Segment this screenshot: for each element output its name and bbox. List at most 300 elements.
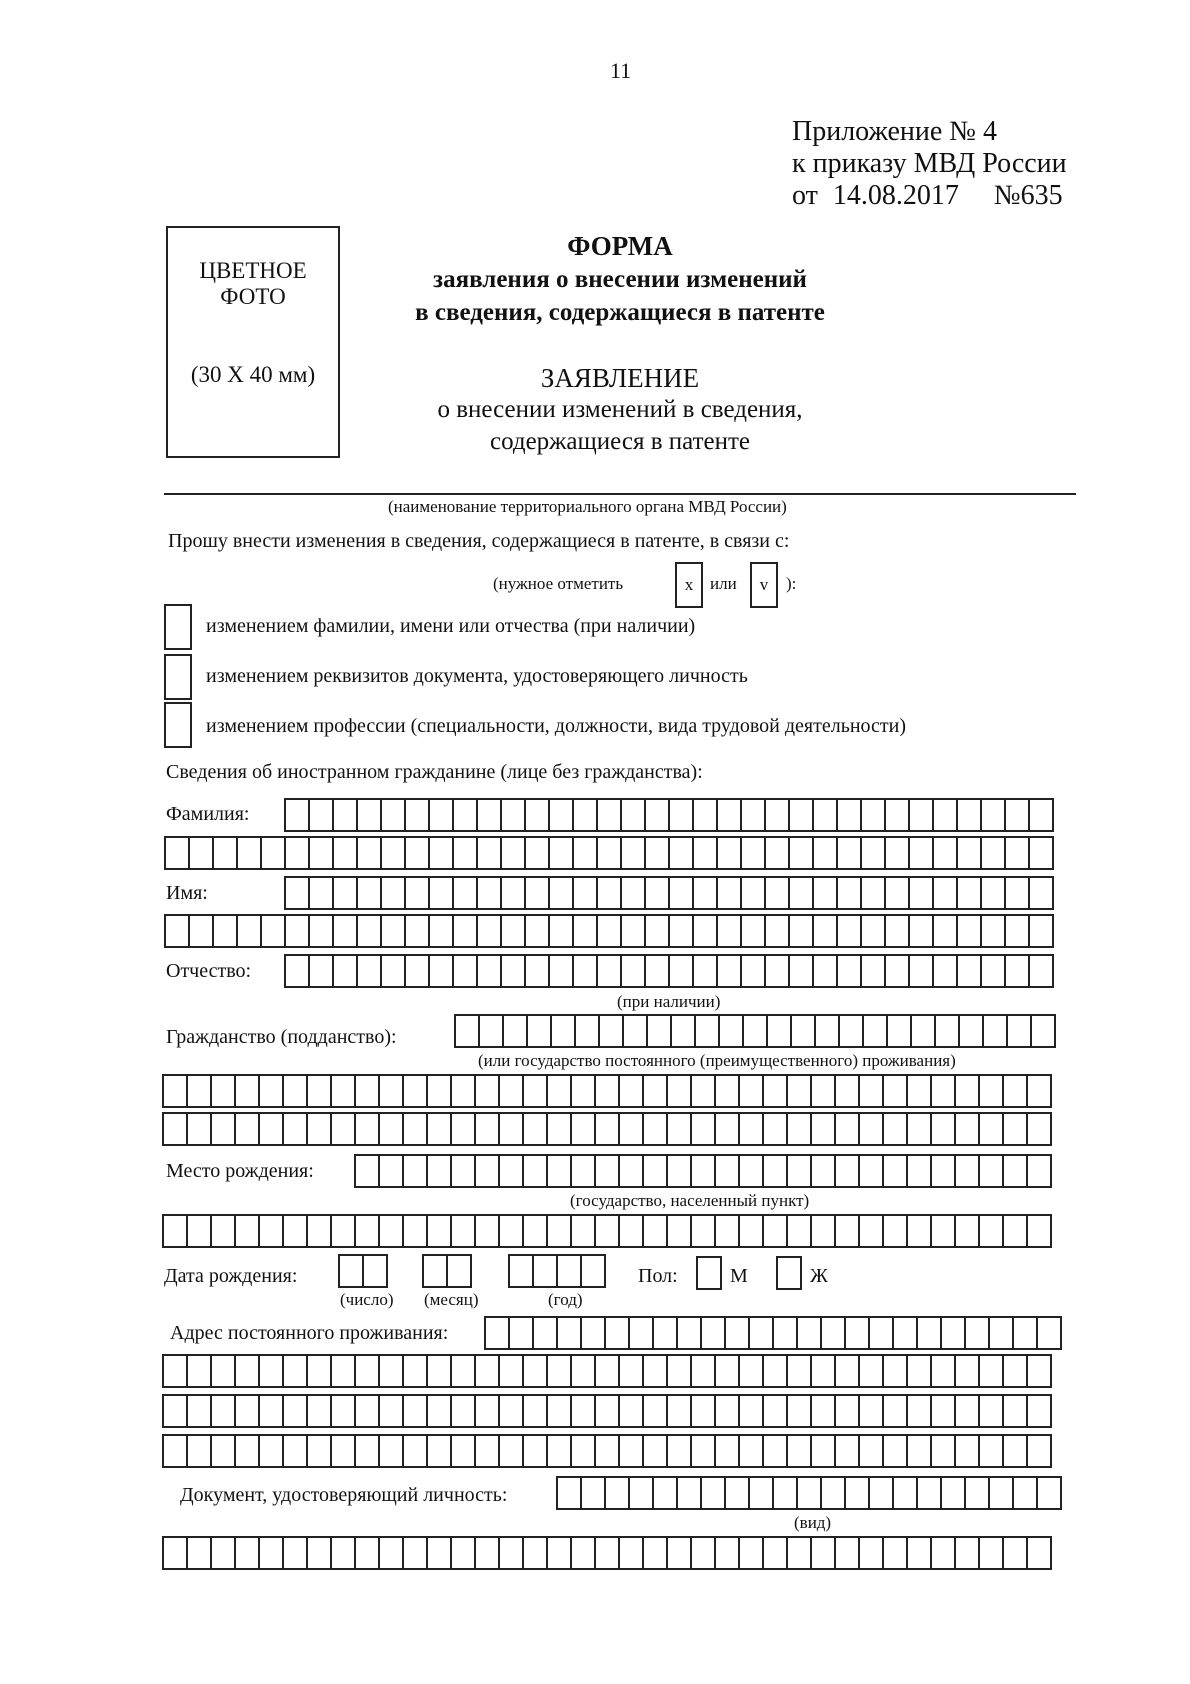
char-cell[interactable] (358, 914, 382, 948)
char-cell[interactable] (238, 836, 262, 870)
char-cell[interactable] (1014, 1476, 1038, 1510)
char-cell[interactable] (476, 1074, 500, 1108)
char-cell[interactable] (694, 836, 718, 870)
char-cell[interactable] (836, 1536, 860, 1570)
char-cell[interactable] (716, 1434, 740, 1468)
char-cell[interactable] (956, 1394, 980, 1428)
char-cell[interactable] (480, 1014, 504, 1048)
char-cell[interactable] (500, 1536, 524, 1570)
char-cell[interactable] (452, 1354, 476, 1388)
char-cell[interactable] (720, 1014, 744, 1048)
char-cell[interactable] (644, 1394, 668, 1428)
char-cell[interactable] (788, 1394, 812, 1428)
char-cell[interactable] (502, 876, 526, 910)
char-cell[interactable] (744, 1014, 768, 1048)
char-cell[interactable] (334, 914, 358, 948)
char-cell[interactable] (812, 1112, 836, 1146)
char-cell[interactable] (620, 1536, 644, 1570)
char-cell[interactable] (726, 1316, 750, 1350)
char-cell[interactable] (814, 836, 838, 870)
char-cell[interactable] (284, 1074, 308, 1108)
char-cell[interactable] (504, 1014, 528, 1048)
char-cell[interactable] (476, 1214, 500, 1248)
char-cell[interactable] (212, 1214, 236, 1248)
char-cell[interactable] (812, 1354, 836, 1388)
char-cell[interactable] (596, 1354, 620, 1388)
char-cell[interactable] (286, 798, 310, 832)
char-cell[interactable] (1030, 836, 1054, 870)
char-cell[interactable] (358, 798, 382, 832)
char-cell[interactable] (448, 1254, 472, 1288)
char-cell[interactable] (534, 1254, 558, 1288)
char-cell[interactable] (716, 1536, 740, 1570)
char-cell[interactable] (956, 1112, 980, 1146)
char-cell[interactable] (812, 1536, 836, 1570)
char-cell[interactable] (188, 1536, 212, 1570)
char-cell[interactable] (286, 876, 310, 910)
char-cell[interactable] (572, 1154, 596, 1188)
char-cell[interactable] (816, 1014, 840, 1048)
char-cell[interactable] (860, 1434, 884, 1468)
char-cell[interactable] (500, 1434, 524, 1468)
char-cell[interactable] (1006, 836, 1030, 870)
char-cell[interactable] (572, 1434, 596, 1468)
char-cell[interactable] (524, 1394, 548, 1428)
char-cell[interactable] (452, 1394, 476, 1428)
char-cell[interactable] (860, 1214, 884, 1248)
char-cell[interactable] (620, 1434, 644, 1468)
citizenship-cells-2[interactable] (162, 1074, 1052, 1108)
char-cell[interactable] (524, 1536, 548, 1570)
char-cell[interactable] (884, 1154, 908, 1188)
char-cell[interactable] (942, 1476, 966, 1510)
char-cell[interactable] (526, 876, 550, 910)
char-cell[interactable] (1004, 1112, 1028, 1146)
char-cell[interactable] (742, 798, 766, 832)
char-cell[interactable] (668, 1214, 692, 1248)
char-cell[interactable] (750, 1476, 774, 1510)
char-cell[interactable] (908, 1074, 932, 1108)
char-cell[interactable] (596, 1154, 620, 1188)
char-cell[interactable] (668, 1536, 692, 1570)
char-cell[interactable] (236, 1536, 260, 1570)
char-cell[interactable] (778, 1256, 802, 1290)
char-cell[interactable] (1032, 1014, 1056, 1048)
char-cell[interactable] (284, 1394, 308, 1428)
char-cell[interactable] (740, 1112, 764, 1146)
char-cell[interactable] (332, 1536, 356, 1570)
char-cell[interactable] (654, 1316, 678, 1350)
char-cell[interactable] (982, 876, 1006, 910)
char-cell[interactable] (622, 876, 646, 910)
char-cell[interactable] (552, 1014, 576, 1048)
char-cell[interactable] (190, 836, 214, 870)
char-cell[interactable] (1004, 1536, 1028, 1570)
char-cell[interactable] (742, 876, 766, 910)
char-cell[interactable] (622, 836, 646, 870)
char-cell[interactable] (836, 1354, 860, 1388)
char-cell[interactable] (404, 1394, 428, 1428)
char-cell[interactable] (910, 876, 934, 910)
char-cell[interactable] (980, 1074, 1004, 1108)
char-cell[interactable] (1004, 1434, 1028, 1468)
char-cell[interactable] (260, 1354, 284, 1388)
char-cell[interactable] (694, 798, 718, 832)
char-cell[interactable] (982, 954, 1006, 988)
char-cell[interactable] (836, 1074, 860, 1108)
char-cell[interactable] (238, 914, 262, 948)
char-cell[interactable] (932, 1112, 956, 1146)
char-cell[interactable] (236, 1074, 260, 1108)
char-cell[interactable] (814, 798, 838, 832)
char-cell[interactable] (606, 1476, 630, 1510)
char-cell[interactable] (598, 914, 622, 948)
char-cell[interactable] (864, 1014, 888, 1048)
char-cell[interactable] (836, 1394, 860, 1428)
char-cell[interactable] (340, 1254, 364, 1288)
char-cell[interactable] (764, 1154, 788, 1188)
char-cell[interactable] (428, 1354, 452, 1388)
char-cell[interactable] (836, 1214, 860, 1248)
char-cell[interactable] (788, 1354, 812, 1388)
char-cell[interactable] (356, 1536, 380, 1570)
char-cell[interactable] (860, 1112, 884, 1146)
char-cell[interactable] (884, 1112, 908, 1146)
char-cell[interactable] (1004, 1394, 1028, 1428)
char-cell[interactable] (814, 914, 838, 948)
char-cell[interactable] (764, 1394, 788, 1428)
char-cell[interactable] (932, 1214, 956, 1248)
char-cell[interactable] (478, 876, 502, 910)
char-cell[interactable] (476, 1154, 500, 1188)
char-cell[interactable] (822, 1476, 846, 1510)
char-cell[interactable] (980, 1214, 1004, 1248)
surname-cells[interactable] (284, 798, 1054, 832)
char-cell[interactable] (596, 1112, 620, 1146)
char-cell[interactable] (670, 954, 694, 988)
char-cell[interactable] (598, 836, 622, 870)
char-cell[interactable] (670, 836, 694, 870)
char-cell[interactable] (1028, 1074, 1052, 1108)
char-cell[interactable] (284, 1536, 308, 1570)
char-cell[interactable] (1004, 1074, 1028, 1108)
char-cell[interactable] (740, 1394, 764, 1428)
char-cell[interactable] (646, 876, 670, 910)
char-cell[interactable] (1004, 1154, 1028, 1188)
char-cell[interactable] (430, 954, 454, 988)
char-cell[interactable] (572, 1214, 596, 1248)
char-cell[interactable] (1006, 954, 1030, 988)
char-cell[interactable] (502, 798, 526, 832)
char-cell[interactable] (836, 1434, 860, 1468)
char-cell[interactable] (1028, 1214, 1052, 1248)
char-cell[interactable] (788, 1074, 812, 1108)
birthplace-cells[interactable] (354, 1154, 1052, 1188)
char-cell[interactable] (692, 1354, 716, 1388)
char-cell[interactable] (308, 1074, 332, 1108)
char-cell[interactable] (644, 1074, 668, 1108)
char-cell[interactable] (452, 1112, 476, 1146)
char-cell[interactable] (502, 836, 526, 870)
char-cell[interactable] (742, 836, 766, 870)
char-cell[interactable] (1004, 1354, 1028, 1388)
char-cell[interactable] (1030, 876, 1054, 910)
char-cell[interactable] (886, 836, 910, 870)
char-cell[interactable] (212, 1112, 236, 1146)
char-cell[interactable] (332, 1394, 356, 1428)
char-cell[interactable] (380, 1354, 404, 1388)
char-cell[interactable] (742, 954, 766, 988)
char-cell[interactable] (894, 1316, 918, 1350)
char-cell[interactable] (188, 1434, 212, 1468)
char-cell[interactable] (934, 876, 958, 910)
char-cell[interactable] (788, 1154, 812, 1188)
char-cell[interactable] (310, 798, 334, 832)
char-cell[interactable] (548, 1214, 572, 1248)
char-cell[interactable] (1028, 1536, 1052, 1570)
char-cell[interactable] (548, 1074, 572, 1108)
char-cell[interactable] (932, 1074, 956, 1108)
char-cell[interactable] (692, 1154, 716, 1188)
char-cell[interactable] (188, 1394, 212, 1428)
char-cell[interactable] (286, 954, 310, 988)
char-cell[interactable] (956, 1536, 980, 1570)
char-cell[interactable] (548, 1434, 572, 1468)
char-cell[interactable] (670, 876, 694, 910)
char-cell[interactable] (910, 836, 934, 870)
char-cell[interactable] (166, 914, 190, 948)
char-cell[interactable] (646, 954, 670, 988)
char-cell[interactable] (454, 954, 478, 988)
char-cell[interactable] (452, 1434, 476, 1468)
char-cell[interactable] (380, 1074, 404, 1108)
char-cell[interactable] (934, 798, 958, 832)
birthdate-year-cells[interactable] (508, 1254, 606, 1288)
char-cell[interactable] (582, 1316, 606, 1350)
char-cell[interactable] (646, 836, 670, 870)
birthplace-cells-2[interactable] (162, 1214, 1052, 1248)
char-cell[interactable] (188, 1214, 212, 1248)
char-cell[interactable] (646, 798, 670, 832)
char-cell[interactable] (1008, 1014, 1032, 1048)
char-cell[interactable] (966, 1476, 990, 1510)
char-cell[interactable] (356, 1112, 380, 1146)
char-cell[interactable] (428, 1214, 452, 1248)
char-cell[interactable] (332, 1214, 356, 1248)
char-cell[interactable] (908, 1394, 932, 1428)
char-cell[interactable] (678, 1476, 702, 1510)
char-cell[interactable] (212, 1354, 236, 1388)
char-cell[interactable] (486, 1316, 510, 1350)
char-cell[interactable] (1028, 1112, 1052, 1146)
char-cell[interactable] (558, 1254, 582, 1288)
char-cell[interactable] (596, 1214, 620, 1248)
char-cell[interactable] (214, 914, 238, 948)
char-cell[interactable] (380, 1394, 404, 1428)
char-cell[interactable] (452, 1074, 476, 1108)
char-cell[interactable] (308, 1394, 332, 1428)
char-cell[interactable] (1006, 914, 1030, 948)
char-cell[interactable] (934, 914, 958, 948)
char-cell[interactable] (764, 1074, 788, 1108)
char-cell[interactable] (766, 954, 790, 988)
char-cell[interactable] (430, 836, 454, 870)
char-cell[interactable] (934, 954, 958, 988)
char-cell[interactable] (692, 1112, 716, 1146)
char-cell[interactable] (838, 876, 862, 910)
char-cell[interactable] (790, 954, 814, 988)
char-cell[interactable] (430, 876, 454, 910)
char-cell[interactable] (428, 1112, 452, 1146)
char-cell[interactable] (286, 836, 310, 870)
char-cell[interactable] (428, 1394, 452, 1428)
char-cell[interactable] (942, 1316, 966, 1350)
char-cell[interactable] (334, 798, 358, 832)
char-cell[interactable] (598, 954, 622, 988)
id-document-cells-2[interactable] (162, 1536, 1052, 1570)
char-cell[interactable] (620, 1074, 644, 1108)
char-cell[interactable] (696, 1014, 720, 1048)
char-cell[interactable] (430, 798, 454, 832)
char-cell[interactable] (644, 1112, 668, 1146)
patronymic-cells[interactable] (284, 954, 1054, 988)
char-cell[interactable] (404, 1214, 428, 1248)
char-cell[interactable] (846, 1476, 870, 1510)
char-cell[interactable] (534, 1316, 558, 1350)
char-cell[interactable] (334, 954, 358, 988)
char-cell[interactable] (908, 1112, 932, 1146)
char-cell[interactable] (716, 1354, 740, 1388)
address-cells-2[interactable] (162, 1354, 1052, 1388)
char-cell[interactable] (188, 1354, 212, 1388)
char-cell[interactable] (260, 1394, 284, 1428)
char-cell[interactable] (358, 954, 382, 988)
char-cell[interactable] (574, 914, 598, 948)
char-cell[interactable] (764, 1434, 788, 1468)
char-cell[interactable] (524, 1434, 548, 1468)
char-cell[interactable] (524, 1214, 548, 1248)
char-cell[interactable] (190, 914, 214, 948)
char-cell[interactable] (718, 914, 742, 948)
char-cell[interactable] (550, 836, 574, 870)
char-cell[interactable] (764, 1354, 788, 1388)
char-cell[interactable] (262, 914, 286, 948)
char-cell[interactable] (1038, 1476, 1062, 1510)
char-cell[interactable] (836, 1112, 860, 1146)
char-cell[interactable] (502, 954, 526, 988)
reason-checkbox-name[interactable] (164, 604, 192, 650)
char-cell[interactable] (308, 1434, 332, 1468)
char-cell[interactable] (958, 914, 982, 948)
char-cell[interactable] (668, 1394, 692, 1428)
char-cell[interactable] (740, 1354, 764, 1388)
char-cell[interactable] (1028, 1354, 1052, 1388)
char-cell[interactable] (860, 1394, 884, 1428)
birthdate-month-cells[interactable] (422, 1254, 472, 1288)
sex-female-checkbox[interactable] (776, 1256, 802, 1290)
char-cell[interactable] (212, 1394, 236, 1428)
char-cell[interactable] (1004, 1214, 1028, 1248)
char-cell[interactable] (332, 1074, 356, 1108)
char-cell[interactable] (574, 798, 598, 832)
char-cell[interactable] (500, 1394, 524, 1428)
char-cell[interactable] (308, 1354, 332, 1388)
char-cell[interactable] (620, 1112, 644, 1146)
char-cell[interactable] (1006, 876, 1030, 910)
char-cell[interactable] (356, 1434, 380, 1468)
char-cell[interactable] (260, 1434, 284, 1468)
name-cells-2[interactable] (164, 914, 1054, 948)
char-cell[interactable] (644, 1214, 668, 1248)
char-cell[interactable] (526, 798, 550, 832)
char-cell[interactable] (476, 1112, 500, 1146)
char-cell[interactable] (932, 1434, 956, 1468)
char-cell[interactable] (620, 1354, 644, 1388)
char-cell[interactable] (500, 1112, 524, 1146)
char-cell[interactable] (406, 876, 430, 910)
char-cell[interactable] (500, 1154, 524, 1188)
char-cell[interactable] (548, 1536, 572, 1570)
char-cell[interactable] (692, 1434, 716, 1468)
char-cell[interactable] (478, 914, 502, 948)
char-cell[interactable] (596, 1394, 620, 1428)
char-cell[interactable] (236, 1214, 260, 1248)
char-cell[interactable] (980, 1112, 1004, 1146)
char-cell[interactable] (622, 914, 646, 948)
char-cell[interactable] (1028, 1434, 1052, 1468)
char-cell[interactable] (596, 1434, 620, 1468)
char-cell[interactable] (236, 1394, 260, 1428)
char-cell[interactable] (620, 1154, 644, 1188)
char-cell[interactable] (644, 1154, 668, 1188)
char-cell[interactable] (382, 836, 406, 870)
char-cell[interactable] (212, 1434, 236, 1468)
char-cell[interactable] (814, 876, 838, 910)
char-cell[interactable] (644, 1536, 668, 1570)
char-cell[interactable] (698, 1256, 722, 1290)
char-cell[interactable] (958, 876, 982, 910)
char-cell[interactable] (888, 1014, 912, 1048)
birthdate-day-cells[interactable] (338, 1254, 388, 1288)
char-cell[interactable] (424, 1254, 448, 1288)
char-cell[interactable] (702, 1476, 726, 1510)
char-cell[interactable] (404, 1154, 428, 1188)
char-cell[interactable] (672, 1014, 696, 1048)
char-cell[interactable] (884, 1536, 908, 1570)
char-cell[interactable] (164, 1074, 188, 1108)
char-cell[interactable] (860, 1154, 884, 1188)
char-cell[interactable] (814, 954, 838, 988)
char-cell[interactable] (548, 1154, 572, 1188)
char-cell[interactable] (740, 1154, 764, 1188)
char-cell[interactable] (558, 1316, 582, 1350)
char-cell[interactable] (812, 1214, 836, 1248)
sex-male-checkbox[interactable] (696, 1256, 722, 1290)
char-cell[interactable] (164, 1434, 188, 1468)
char-cell[interactable] (260, 1214, 284, 1248)
char-cell[interactable] (932, 1536, 956, 1570)
char-cell[interactable] (790, 798, 814, 832)
char-cell[interactable] (500, 1214, 524, 1248)
char-cell[interactable] (958, 836, 982, 870)
char-cell[interactable] (908, 1434, 932, 1468)
char-cell[interactable] (718, 954, 742, 988)
char-cell[interactable] (404, 1354, 428, 1388)
char-cell[interactable] (908, 1536, 932, 1570)
char-cell[interactable] (668, 1154, 692, 1188)
char-cell[interactable] (284, 1434, 308, 1468)
char-cell[interactable] (670, 798, 694, 832)
